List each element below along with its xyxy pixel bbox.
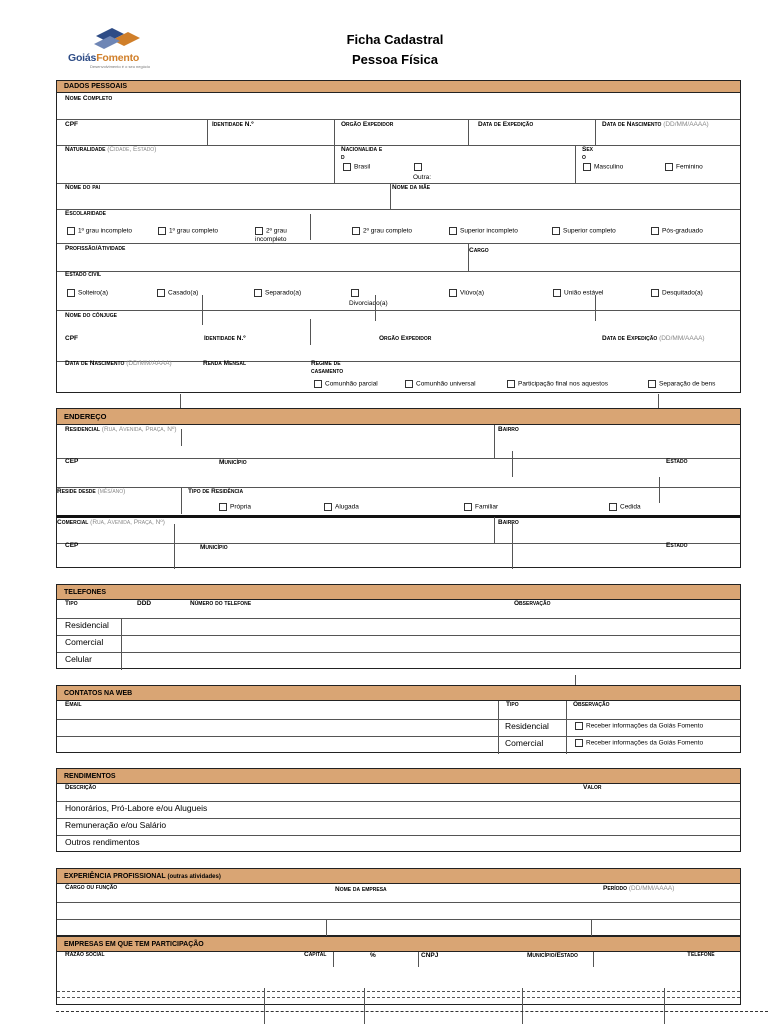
label-municipio: Município [219,459,247,466]
checkbox[interactable] [449,289,457,297]
label-web-tipo: Tipo [506,701,519,708]
section-endereco [56,408,741,568]
checkbox[interactable] [67,227,75,235]
label-email: Email [65,701,82,708]
option-outra[interactable] [414,163,425,171]
option-masculino[interactable]: Masculino [583,163,623,171]
option-regime-2[interactable]: Comunhão universal [405,380,476,388]
label-nacionalidade: Nacionalida e [341,146,383,153]
section-header: EXPERIÊNCIA PROFISSIONAL (outras atividades) [57,869,740,884]
section-header: ENDEREÇO [57,409,740,425]
label-cargo-funcao: Cargo ou função [65,884,118,891]
checkbox[interactable] [507,380,515,388]
label-residencial: Residencial (Rua, Avenida, Praça, Nº) [65,426,177,433]
income-row-3: Outros rendimentos [65,837,140,847]
label-conjuge-cpf: CPF [65,335,78,342]
label-telefone: Telefone [687,951,715,958]
phone-row-comercial: Comercial [65,637,104,647]
checkbox[interactable] [157,289,165,297]
label-conjuge-data-exp: Data de Expedição (DD/MM/AAAA) [602,335,705,342]
checkbox[interactable] [464,503,472,511]
label-conjuge-data-nasc: Data de Nascimento (DD/MM/AAAA) [65,360,172,367]
label-naturalidade: Naturalidade (Cidade, Estado) [65,146,157,153]
logo-wordmark: GoiásFomento [68,52,140,64]
label-municipio-estado: Município/Estado [527,952,578,959]
checkbox[interactable] [314,380,322,388]
option-esc-1[interactable]: 1º grau incompleto [67,227,132,235]
checkbox[interactable] [552,227,560,235]
option-ec-3[interactable]: Separado(a) [254,289,301,297]
label-data-expedicao: Data de Expedição [478,121,534,128]
checkbox[interactable] [553,289,561,297]
checkbox[interactable] [575,722,583,730]
label-conjuge-identidade: Identidade N.º [204,335,246,342]
checkbox[interactable] [158,227,166,235]
label-conjuge-orgao: Orgão Expedidor [379,335,432,342]
logo-tagline: Desenvolvimento é o seu negócio [90,64,151,69]
label-sexo-o: o [582,154,586,161]
label-percentual: % [370,952,376,959]
checkbox[interactable] [254,289,262,297]
option-receber-comercial[interactable]: Receber informações da Goiás Fomento [575,739,703,747]
label-nome: Nome Completo [65,95,113,102]
label-tipo-residencia: Tipo de Residência [188,488,244,495]
option-regime-4[interactable]: Separação de bens [648,380,715,388]
page-title: Ficha Cadastral [346,32,444,47]
label-bairro-comercial: Bairro [498,519,519,526]
label-razao-social: Razão social [65,951,105,958]
option-receber-residencial[interactable]: Receber informações da Goiás Fomento [575,722,703,730]
section-contatos-web [56,685,741,753]
option-cedida[interactable]: Cedida [609,503,641,511]
checkbox[interactable] [405,380,413,388]
option-ec-4[interactable] [351,289,362,297]
checkbox[interactable] [651,227,659,235]
option-esc-2[interactable]: 1º grau completo [158,227,218,235]
label-mae: Nome da mãe [392,184,431,191]
checkbox[interactable] [255,227,263,235]
label-identidade: Identidade N.º [212,121,254,128]
section-header: TELEFONES [57,585,740,600]
checkbox[interactable] [609,503,617,511]
option-esc-7[interactable]: Pós-graduado [651,227,703,235]
section-header: DADOS PESSOAIS [57,81,740,93]
label-descricao: Descrição [65,784,97,791]
label-estado-comercial: Estado [666,542,688,549]
label-cep: CEP [65,458,79,465]
label-cargo: Cargo [469,247,489,254]
label-cpf: CPF [65,121,78,128]
checkbox[interactable] [648,380,656,388]
option-esc-3[interactable]: 2º grau incompleto [255,227,287,243]
option-brasil[interactable]: Brasil [343,163,370,171]
section-dados-pessoais [56,80,741,393]
checkbox[interactable] [351,289,359,297]
section-header: CONTATOS NA WEB [57,686,740,701]
option-propria[interactable]: Própria [219,503,251,511]
option-esc-6[interactable]: Superior completo [552,227,616,235]
page-subtitle: Pessoa Física [352,52,438,67]
label-reside-desde: Reside desde (mês/ano) [57,488,126,495]
option-ec-2[interactable]: Casado(a) [157,289,198,297]
checkbox-feminino[interactable] [665,163,673,171]
label-orgao: Orgão Expedidor [341,121,394,128]
option-regime-3[interactable]: Participação final nos aquestos [507,380,608,388]
label-observacao: Observação [514,600,551,607]
checkbox[interactable] [575,739,583,747]
section-header: EMPRESAS EM QUE TEM PARTICIPAÇÃO [57,937,740,952]
web-row-comercial: Comercial [505,738,544,748]
income-row-2: Remuneração e/ou Salário [65,820,167,830]
section-telefones [56,584,741,669]
label-ddd: DDD [137,600,152,607]
label-nome-empresa: Nome da empresa [335,886,387,893]
label-profissao: Profissão/Atividade [65,245,126,252]
checkbox[interactable] [219,503,227,511]
label-estado-civil: Estado civil [65,271,102,278]
option-esc-5[interactable]: Superior incompleto [449,227,518,235]
option-ec-5[interactable]: Viúvo(a) [449,289,484,297]
section-rendimentos [56,768,741,852]
label-periodo: Período (DD/MM/AAAA) [603,885,675,892]
logo-mark-icon [90,26,150,52]
label-bairro: Bairro [498,426,519,433]
label-regime: Regime de [311,360,341,367]
label-estado: Estado [666,458,688,465]
section-empresas [56,936,741,1005]
option-alugada[interactable]: Alugada [324,503,359,511]
label-valor: Valor [583,784,602,791]
option-familiar[interactable]: Familiar [464,503,498,511]
option-feminino[interactable]: Feminino [665,163,703,171]
label-comercial: Comercial (Rua, Avenida, Praça, Nº) [57,519,165,526]
checkbox[interactable] [449,227,457,235]
label-escolaridade: Escolaridade [65,210,107,217]
option-regime-1[interactable]: Comunhão parcial [314,380,378,388]
label-renda: Renda Mensal [203,360,247,367]
label-conjuge: Nome do cônjuge [65,312,117,319]
checkbox-outra[interactable] [414,163,422,171]
label-regime-b: casamento [311,368,344,375]
label-municipio-comercial: Município [200,544,228,551]
option-ec-7[interactable]: Desquitado(a) [651,289,703,297]
option-esc-4[interactable]: 2º grau completo [352,227,412,235]
checkbox-masculino[interactable] [583,163,591,171]
checkbox-brasil[interactable] [343,163,351,171]
label-data-nascimento: Data de Nascimento (DD/MM/AAAA) [602,121,709,128]
label-cep-comercial: CEP [65,542,79,549]
checkbox[interactable] [324,503,332,511]
label-numero: Número do telefone [190,600,252,607]
section-header: RENDIMENTOS [57,769,740,784]
label-outra: Outra: [413,174,432,181]
web-row-residencial: Residencial [505,721,549,731]
checkbox[interactable] [651,289,659,297]
goias-fomento-logo [64,26,174,72]
label-tipo: Tipo [65,600,78,607]
label-pai: Nome do pai [65,184,101,191]
label-nacionalidade-d: d [341,154,345,161]
option-ec-6[interactable]: União estável [553,289,603,297]
label-ec-4: Divorciado(a) [349,300,388,307]
section-experiencia [56,868,741,936]
phone-row-celular: Celular [65,654,92,664]
checkbox[interactable] [67,289,75,297]
checkbox[interactable] [352,227,360,235]
label-cnpj: CNPJ [421,952,439,959]
label-sexo: Sex [582,146,594,153]
income-row-1: Honorários, Pró-Labore e/ou Alugueis [65,803,208,813]
option-ec-1[interactable]: Solteiro(a) [67,289,108,297]
phone-row-residencial: Residencial [65,620,109,630]
label-capital: Capital [304,951,327,958]
label-web-obs: Observação [573,701,610,708]
